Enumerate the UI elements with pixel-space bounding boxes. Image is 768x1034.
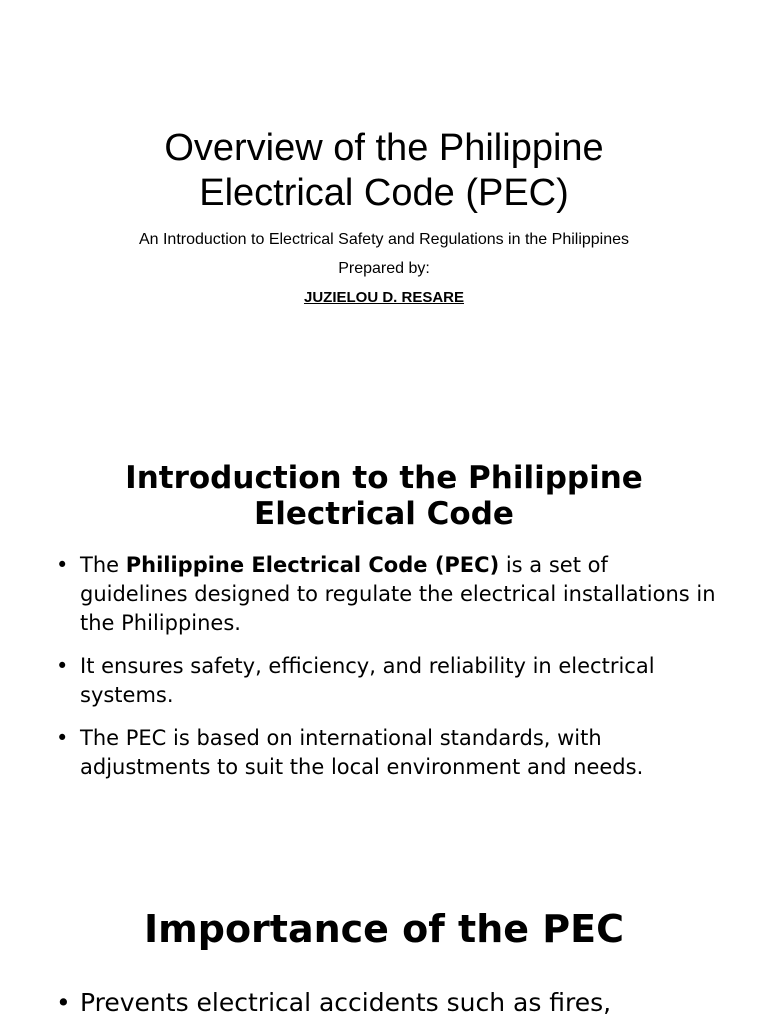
introduction-title-line1: Introduction to the Philippine: [125, 460, 643, 496]
bullet-text-prefix: The: [80, 553, 126, 577]
list-item: [56, 652, 716, 710]
presentation-subtitle: An Introduction to Electrical Safety and Regulations in the Philippines: [138, 231, 630, 248]
importance-bullet-list: [56, 986, 716, 1034]
prepared-by-label: Prepared by:: [338, 260, 430, 277]
title-slide: [0, 0, 768, 384]
importance-slide: [0, 832, 768, 1024]
bullet-icon: •: [56, 988, 71, 1017]
bullet-text: Prevents electrical accidents such as fires,: [80, 988, 612, 1017]
author-name: JUZIELOU D. RESARE: [303, 289, 465, 306]
presentation-title-line1: Overview of the Philippine: [164, 127, 604, 169]
list-item: [56, 551, 716, 638]
bullet-icon: •: [56, 654, 69, 678]
presentation-title: [40, 126, 728, 216]
bullet-text-suffix: is a set of guidelines designed to regulate the electrical installations in the Philippines.: [80, 553, 716, 635]
bullet-icon: •: [56, 553, 69, 577]
bullet-text-bold: Philippine Electrical Code (PEC): [125, 553, 500, 577]
introduction-title-line2: Electrical Code: [254, 496, 514, 532]
importance-title: Importance of the PEC: [144, 907, 624, 951]
bullet-icon: •: [56, 726, 69, 750]
introduction-title: [40, 460, 728, 532]
bullet-text: The PEC is based on international standards, with adjustments to suit the local environment and needs.: [80, 726, 644, 779]
bullet-text: It ensures safety, efficiency, and reliability in electrical systems.: [80, 654, 655, 707]
list-item: [56, 724, 716, 782]
presentation-title-line2: Electrical Code (PEC): [199, 172, 569, 214]
list-item: [56, 986, 716, 1020]
introduction-slide: [0, 384, 768, 832]
introduction-bullet-list: [56, 551, 716, 796]
